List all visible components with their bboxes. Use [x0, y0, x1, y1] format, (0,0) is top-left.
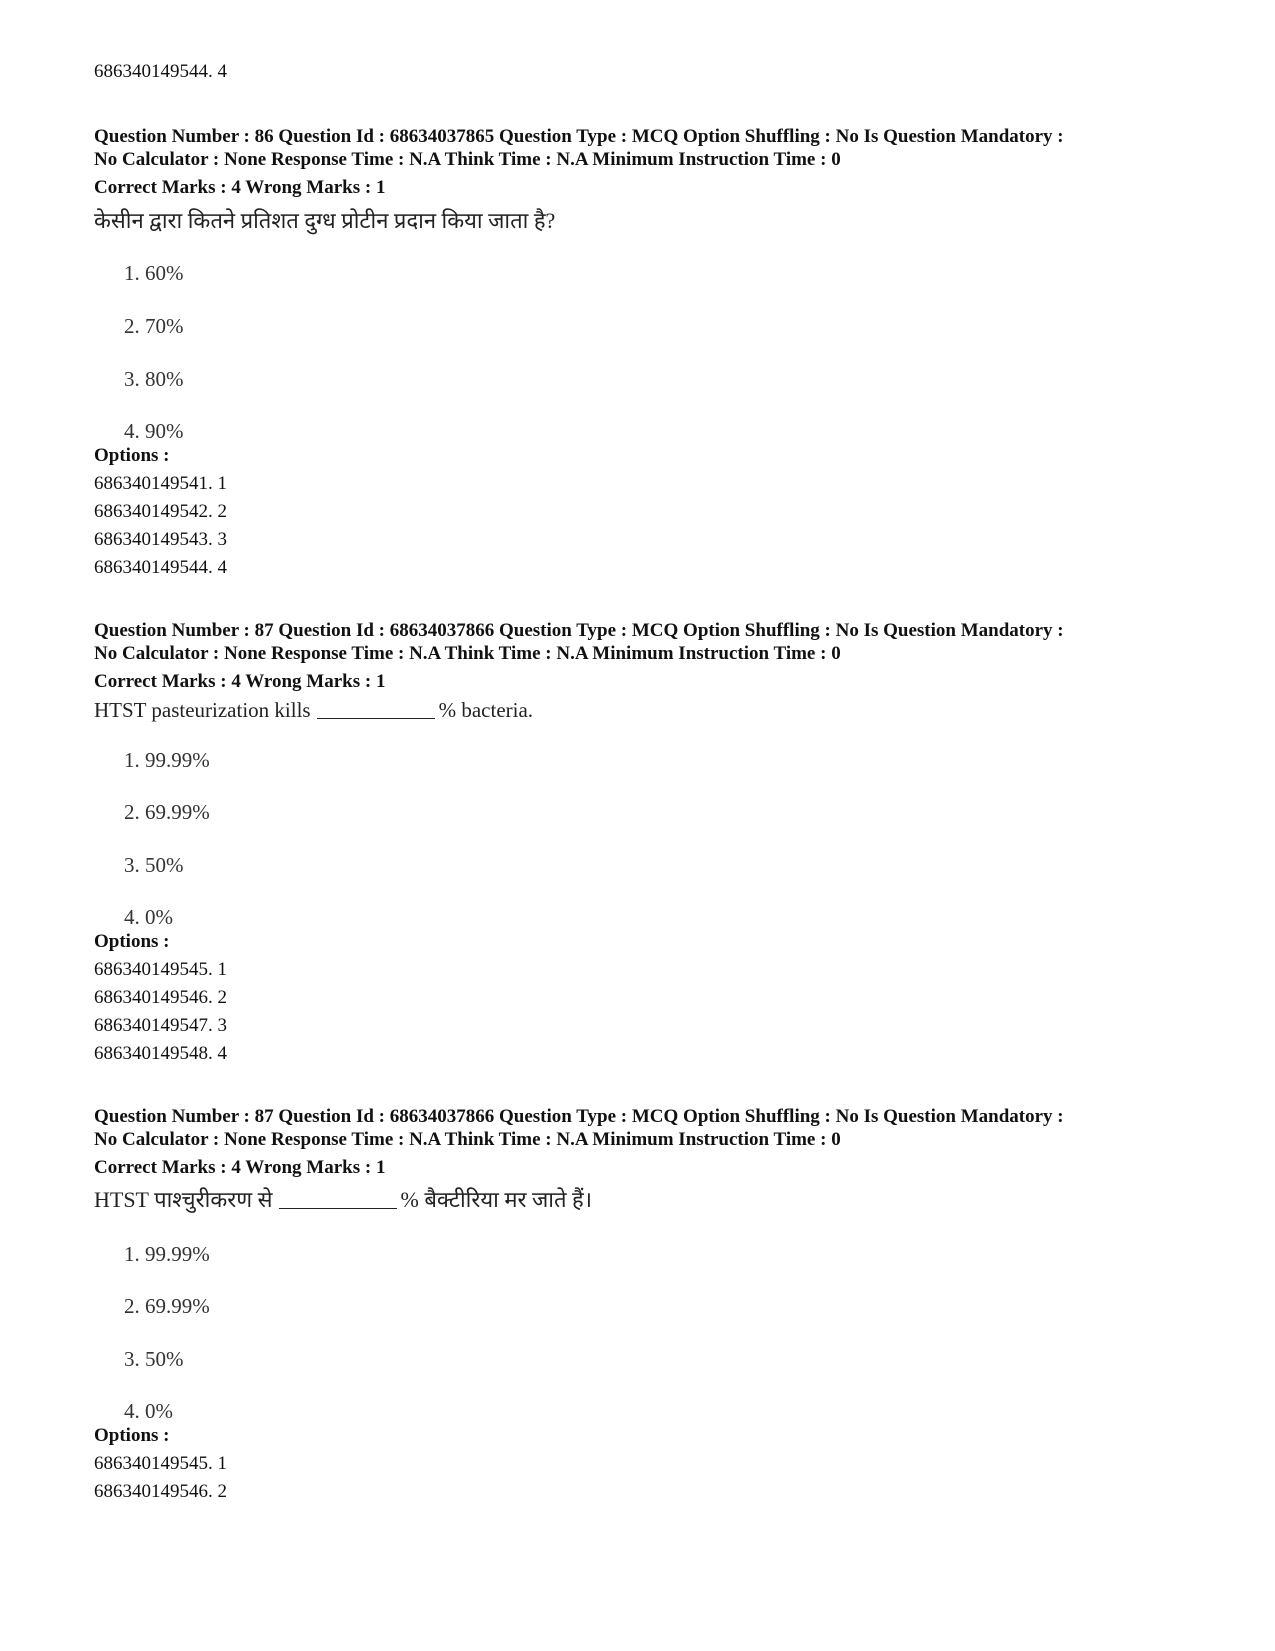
answer-choice: 4. 0% [124, 905, 173, 929]
answer-choice: 1. 99.99% [124, 748, 210, 772]
fill-blank [317, 700, 435, 719]
answer-choice: 4. 90% [124, 419, 184, 443]
question-text-end: % bacteria. [438, 698, 534, 722]
option-line: 686340149546. 2 [94, 1481, 227, 1502]
question-header-line2: No Calculator : None Response Time : N.A Think Time : N.A Minimum Instruction Time : 0 [94, 1129, 841, 1150]
question-header-line1: Question Number : 86 Question Id : 68634037865 Question Type : MCQ Option Shuffling : No Is Question Mandatory : [94, 126, 1064, 147]
option-line: 686340149543. 3 [94, 529, 227, 550]
answer-choice: 3. 50% [124, 853, 184, 877]
question-marks: Correct Marks : 4 Wrong Marks : 1 [94, 1157, 386, 1178]
option-line: 686340149548. 4 [94, 1043, 227, 1064]
question-text-start: HTST पाश्चुरीकरण से [94, 1187, 273, 1212]
answer-choice: 3. 80% [124, 367, 184, 391]
option-line: 686340149546. 2 [94, 987, 227, 1008]
question-text: केसीन द्वारा कितने प्रतिशत दुग्ध प्रोटीन प्रदान किया जाता है? [94, 208, 556, 233]
question-header-line1: Question Number : 87 Question Id : 68634037866 Question Type : MCQ Option Shuffling : No Is Question Mandatory : [94, 620, 1064, 641]
question-text [94, 696, 533, 724]
options-label: Options : [94, 931, 170, 952]
question-header-line2: No Calculator : None Response Time : N.A Think Time : N.A Minimum Instruction Time : 0 [94, 149, 841, 170]
option-line: 686340149541. 1 [94, 473, 227, 494]
option-line: 686340149542. 2 [94, 501, 227, 522]
fill-blank [279, 1190, 397, 1209]
answer-choice: 1. 60% [124, 261, 184, 285]
question-text-start: HTST pasteurization kills [94, 698, 311, 722]
option-line: 686340149545. 1 [94, 1453, 227, 1474]
answer-choice: 3. 50% [124, 1347, 184, 1371]
question-header-line1: Question Number : 87 Question Id : 68634037866 Question Type : MCQ Option Shuffling : No Is Question Mandatory : [94, 1106, 1064, 1127]
answer-choice: 2. 70% [124, 314, 184, 338]
question-text-end: % बैक्टीरिया मर जाते हैं। [400, 1187, 593, 1212]
question-marks: Correct Marks : 4 Wrong Marks : 1 [94, 177, 386, 198]
options-label: Options : [94, 1425, 170, 1446]
question-marks: Correct Marks : 4 Wrong Marks : 1 [94, 671, 386, 692]
option-line: 686340149544. 4 [94, 61, 227, 82]
question-text [94, 1186, 592, 1214]
option-line: 686340149544. 4 [94, 557, 227, 578]
option-line: 686340149545. 1 [94, 959, 227, 980]
answer-choice: 2. 69.99% [124, 800, 210, 824]
answer-choice: 1. 99.99% [124, 1242, 210, 1266]
options-label: Options : [94, 445, 170, 466]
question-header-line2: No Calculator : None Response Time : N.A Think Time : N.A Minimum Instruction Time : 0 [94, 643, 841, 664]
answer-choice: 2. 69.99% [124, 1294, 210, 1318]
answer-choice: 4. 0% [124, 1399, 173, 1423]
option-line: 686340149547. 3 [94, 1015, 227, 1036]
